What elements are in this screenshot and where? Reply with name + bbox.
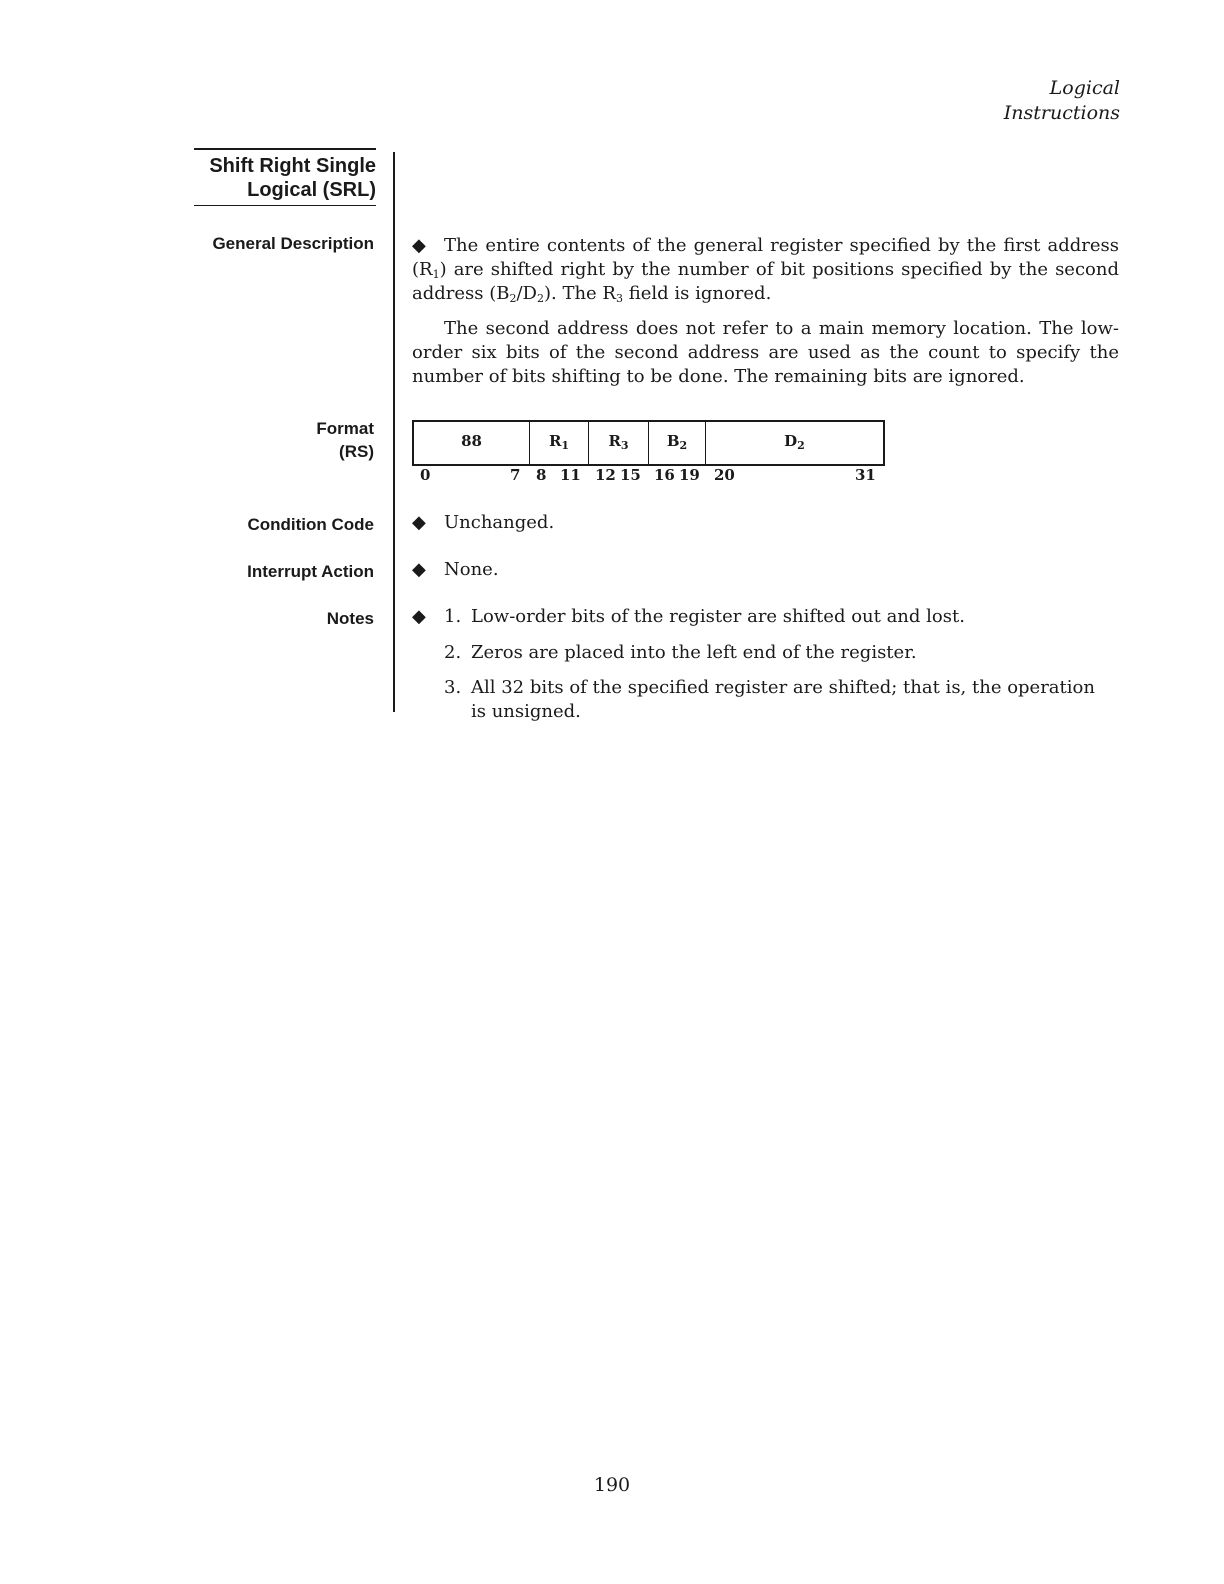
notes-bullet [412, 605, 444, 629]
bit-label: 19 [679, 466, 700, 484]
label-format [316, 417, 374, 463]
vertical-divider [393, 152, 395, 712]
bit-label: 0 [420, 466, 431, 484]
running-head-line2: Instructions [1003, 102, 1120, 124]
instruction-format-diagram [412, 420, 885, 466]
bit-label: 11 [560, 466, 581, 484]
label-interrupt-action: Interrupt Action [247, 562, 374, 581]
bullet-icon: ◆ [412, 606, 426, 627]
general-description-p1: ◆ The entire contents of the general register specified by the first address $(R_1)$ are shifted right by the number of bit positions specified by the second address $(B_2/D_2)$. The $R_3$ field is ignored. [412, 235, 1119, 305]
running-head [1004, 76, 1120, 126]
format-field-r1: $R_1$ [530, 422, 589, 464]
page-number: 190 [593, 1474, 631, 1496]
note-item: 3. All 32 bits of the specified register are shifted; that is, the operation is unsigned. [444, 677, 1095, 722]
bullet-icon: ◆ [412, 559, 426, 580]
bullet-icon: ◆ [412, 512, 426, 533]
bullet-icon: ◆ [412, 235, 426, 256]
bit-position-labels [412, 466, 882, 486]
note-item: 1. Low-order bits of the register are shifted out and lost. [444, 606, 965, 627]
general-description-p2: The second address does not refer to a main memory location. The low-order six bits of the second address are used as the count to specify the number of bits shifting to be done. The remaining bits are ignored. [412, 318, 1119, 387]
section-title [194, 148, 376, 206]
label-general-description: General Description [212, 234, 374, 253]
format-field-d2: $D_2$ [784, 432, 805, 452]
format-field-r3: $R_3$ [589, 422, 649, 464]
note-item: 2. Zeros are placed into the left end of the register. [444, 642, 917, 663]
bit-label: 31 [855, 466, 876, 484]
format-field-opcode: 88 [414, 422, 530, 464]
bit-label: 7 [510, 466, 521, 484]
label-condition-code: Condition Code [247, 515, 374, 534]
label-format-type: (RS) [339, 442, 374, 461]
label-format-title: Format [316, 419, 374, 438]
running-head-line1: Logical [1049, 77, 1120, 99]
section-title-line1: Shift Right Single [209, 155, 376, 177]
condition-code-text: ◆ Unchanged. [412, 512, 555, 533]
label-notes: Notes [326, 609, 374, 628]
bit-label: 20 [714, 466, 735, 484]
format-field-b2: $B_2$ [649, 422, 706, 464]
bit-label: 15 [620, 466, 641, 484]
section-title-line2: Logical (SRL) [247, 179, 376, 201]
bit-label: 12 [595, 466, 616, 484]
interrupt-action-text: ◆ None. [412, 559, 499, 580]
bit-label: 16 [654, 466, 675, 484]
bit-label: 8 [536, 466, 547, 484]
